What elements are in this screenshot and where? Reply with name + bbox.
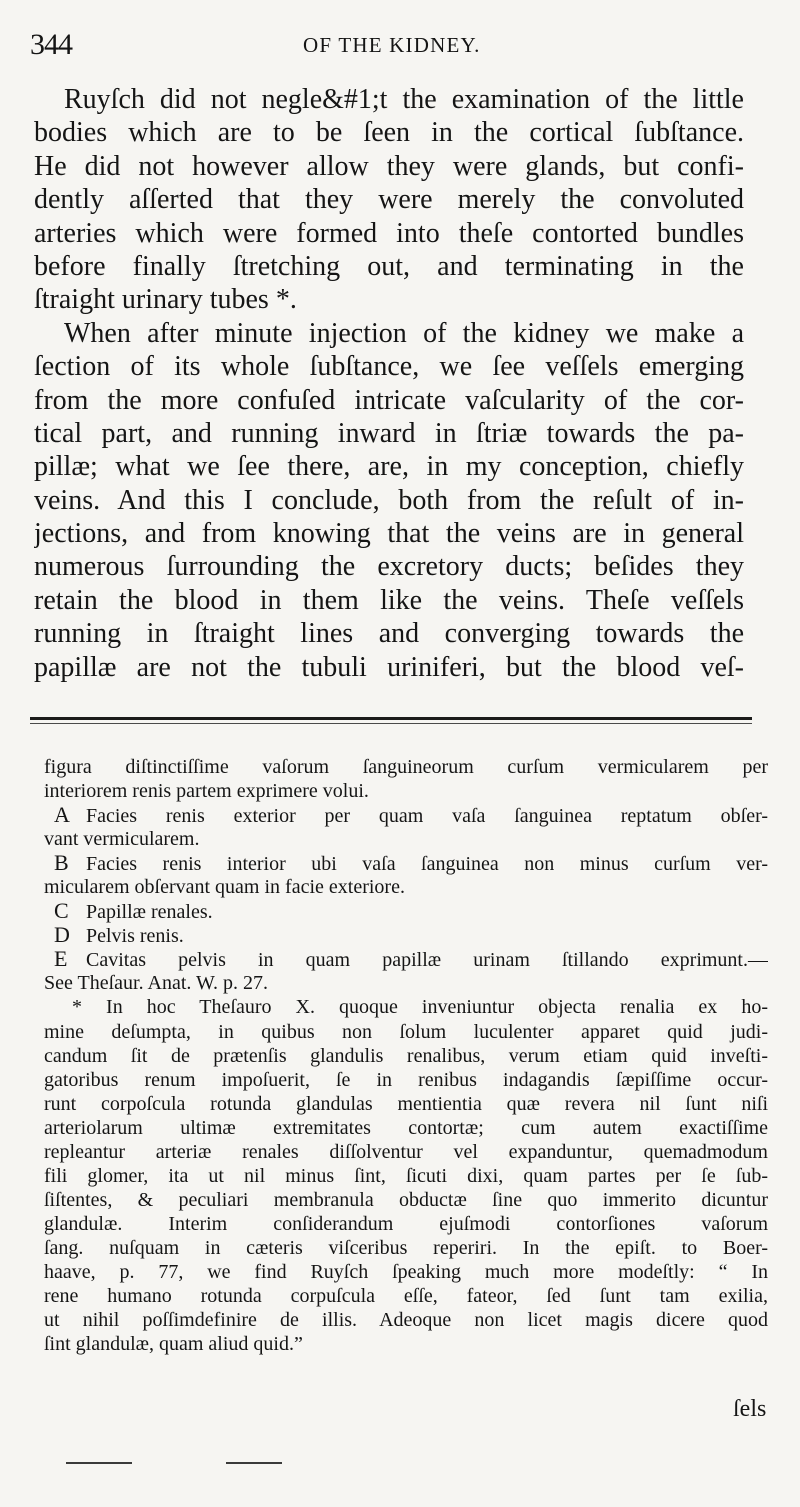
item-letter: E — [54, 947, 68, 972]
footnote-line: ſint glandulæ, quam aliud quid.” — [44, 1333, 303, 1356]
text-line: veins. And this I conclude, both from the reſult of in- — [34, 484, 744, 516]
text-line: dently aſſerted that they were merely the convoluted — [34, 184, 744, 216]
text-line: Ruyſch did not negle&#1;t the examination of the little — [64, 84, 744, 115]
bottom-mark-left — [66, 1462, 132, 1464]
note-line: micularem obſervant quam in facie exteriore. — [44, 876, 405, 899]
page-header — [30, 28, 772, 62]
footnote-line: * In hoc Theſauro X. quoque inveniuntur objecta renalia ex ho- — [72, 996, 768, 1019]
footnote-line: runt corpoſcula rotunda glandulas mentientia quæ revera nil ſunt niſi — [44, 1092, 768, 1115]
plate-item-e — [44, 947, 768, 971]
text-line: pillæ; what we ſee there, are, in my conception, chiefly — [34, 451, 744, 483]
plate-item-d — [44, 923, 768, 947]
footnote-line: candum ſit de prætenſis glandulis renalibus, verum etiam quid inveſti- — [44, 1044, 768, 1067]
text-line: When after minute injection of the kidney we make a — [64, 317, 744, 349]
item-text: Facies renis exterior per quam vaſa ſanguinea reptatum obſer- — [86, 805, 768, 828]
plate-notes — [44, 755, 768, 1356]
item-letter: B — [54, 851, 69, 876]
footnote-line: ut nihil poſſimdefinire de illis. Adeoque non licet magis dicere quod — [44, 1309, 768, 1332]
text-line: bodies which are to be ſeen in the cortical ſubſtance. — [34, 117, 744, 149]
note-line: figura diſtinctiſſime vaſorum ſanguineorum curſum vermicularem per — [44, 756, 768, 778]
footnote-line: glandulæ. Interim conſiderandum ejuſmodi contorſiones vaſorum — [44, 1212, 768, 1235]
note-line: interiorem renis partem exprimere volui. — [44, 780, 369, 803]
footnote-line: gatoribus renum impoſuerit, ſe in renibus indagandis ſæpiſſime occur- — [44, 1068, 768, 1091]
footnote-rule-thin — [30, 723, 752, 724]
text-line: ſection of its whole ſubſtance, we ſee veſſels emerging — [34, 351, 744, 383]
footnote-line: arteriolarum ultimæ extremitates contortæ; cum autem exactiſſime — [44, 1116, 768, 1139]
item-text: Papillæ renales. — [86, 901, 213, 924]
item-text: Pelvis renis. — [86, 925, 184, 948]
catchword: ſels — [733, 1396, 767, 1422]
text-line: jections, and from knowing that the veins are in general — [34, 518, 744, 550]
item-letter: A — [54, 803, 70, 828]
item-letter: D — [54, 923, 70, 948]
text-line: running in ſtraight lines and converging towards the — [34, 618, 744, 650]
text-line: arteries which were formed into theſe contorted bundles — [34, 217, 744, 249]
page-number: 344 — [30, 28, 72, 61]
item-text: Facies renis interior ubi vaſa ſanguinea non minus curſum ver- — [86, 853, 768, 876]
note-line: See Theſaur. Anat. W. p. 27. — [44, 972, 269, 995]
text-line: ſtraight urinary tubes *. — [34, 284, 297, 316]
footnote-rule — [30, 717, 752, 720]
text-line: He did not however allow they were glands, but confi- — [34, 150, 744, 182]
footnote-line: haave, p. 77, we find Ruyſch ſpeaking much more modeſtly: “ In — [44, 1260, 768, 1283]
text-line: from the more confuſed intricate vaſcularity of the cor- — [34, 384, 744, 416]
footnote-line: ſang. nuſquam in cæteris viſceribus reperiri. In the epiſt. to Boer- — [44, 1236, 768, 1259]
footnote-line: mine deſumpta, in quibus non ſolum luculenter apparet quid judi- — [44, 1020, 768, 1043]
main-text — [34, 83, 744, 684]
text-line: before finally ſtretching out, and terminating in the — [34, 250, 744, 282]
running-head: OF THE KIDNEY. — [303, 33, 481, 57]
footnote-line: ſiſtentes, & peculiari membranula obductæ ſine quo immerito dicuntur — [44, 1188, 768, 1211]
bottom-mark-right — [226, 1462, 282, 1464]
plate-item-a — [44, 803, 768, 827]
text-line: numerous ſurrounding the excretory ducts; beſides they — [34, 551, 744, 583]
note-line: vant vermicularem. — [44, 828, 200, 851]
footnote-line: fili glomer, ita ut nil minus ſint, ſicuti dixi, quam partes per ſe ſub- — [44, 1164, 768, 1187]
item-text: Cavitas pelvis in quam papillæ urinam ſtillando exprimunt.— — [86, 949, 768, 972]
text-line: tical part, and running inward in ſtriæ towards the pa- — [34, 417, 744, 449]
plate-item-b — [44, 851, 768, 875]
text-line: retain the blood in them like the veins. Theſe veſſels — [34, 584, 744, 616]
item-letter: C — [54, 899, 69, 924]
footnote-line: rene humano rotunda corpuſcula eſſe, fateor, ſed ſunt tam exilia, — [44, 1285, 768, 1308]
text-line: papillæ are not the tubuli uriniferi, but the blood veſ- — [34, 651, 744, 683]
plate-item-c — [44, 899, 768, 923]
footnote-line: repleantur arteriæ renales diſſolventur vel expanduntur, quemadmodum — [44, 1140, 768, 1163]
